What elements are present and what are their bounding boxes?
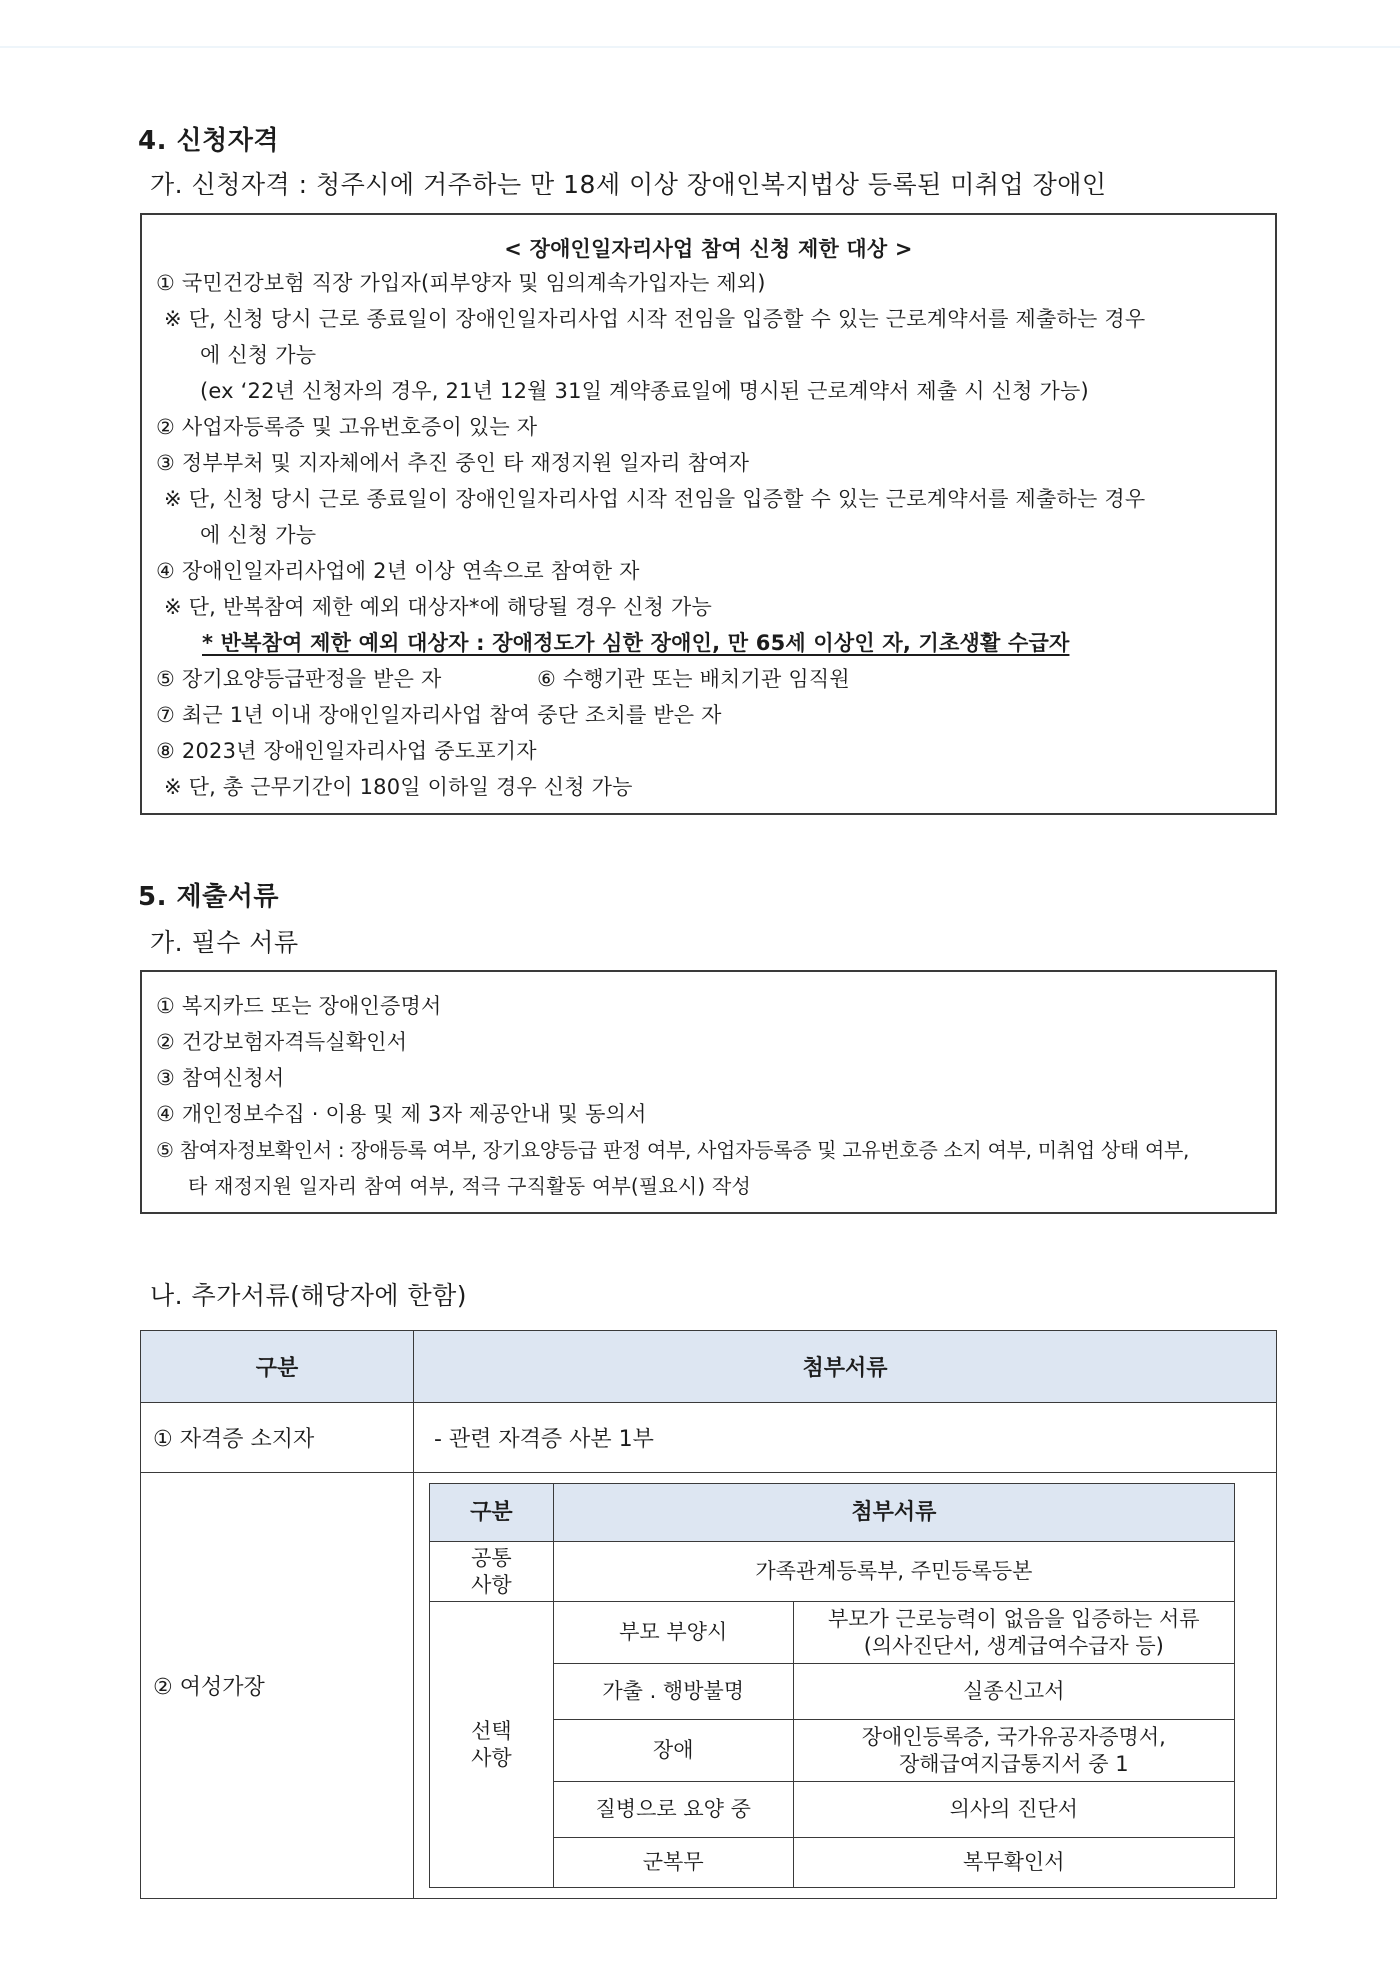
required-doc: ③ 참여신청서 xyxy=(156,1066,285,1090)
subtable-header-category: 구분 xyxy=(430,1484,554,1542)
restriction-box xyxy=(140,213,1277,815)
restriction-item: ⑦ 최근 1년 이내 장애인일자리사업 참여 중단 조치를 받은 자 xyxy=(156,703,722,727)
restriction-item: ③ 정부부처 및 지자체에서 추진 중인 타 재정지원 일자리 참여자 xyxy=(156,451,750,475)
section-5-title: 5. 제출서류 xyxy=(138,882,279,912)
common-label: 공통 사항 xyxy=(430,1542,554,1602)
required-doc: ④ 개인정보수집 · 이용 및 제 3자 제공안내 및 동의서 xyxy=(156,1102,647,1126)
restriction-item: ④ 장애인일자리사업에 2년 이상 연속으로 참여한 자 xyxy=(156,559,640,583)
select-docs: 복무확인서 xyxy=(793,1838,1234,1888)
select-type: 군복무 xyxy=(553,1838,793,1888)
select-docs: 장애인등록증, 국가유공자증명서, 장해급여지급통지서 중 1 xyxy=(793,1720,1234,1782)
required-doc: ② 건강보험자격득실확인서 xyxy=(156,1030,408,1054)
restriction-note: ※ 단, 총 근무기간이 180일 이하일 경우 신청 가능 xyxy=(164,775,633,799)
restriction-note-cont: 에 신청 가능 xyxy=(200,343,317,367)
common-docs: 가족관계등록부, 주민등록등본 xyxy=(553,1542,1234,1602)
restriction-item: ⑧ 2023년 장애인일자리사업 중도포기자 xyxy=(156,739,537,763)
required-doc-cont: 타 재정지원 일자리 참여 여부, 적극 구직활동 여부(필요시) 작성 xyxy=(188,1174,752,1198)
exception-note: * 반복참여 제한 예외 대상자 : 장애정도가 심한 장애인, 만 65세 이상인 자, 기초생활 수급자 xyxy=(202,631,1070,655)
table-row xyxy=(141,1473,1277,1899)
top-rule xyxy=(0,46,1400,48)
row-label-certificate: ① 자격증 소지자 xyxy=(141,1403,414,1473)
required-doc: ⑤ 참여자정보확인서 : 장애등록 여부, 장기요양등급 판정 여부, 사업자등록증 및 고유번호증 소지 여부, 미취업 상태 여부, xyxy=(156,1138,1190,1162)
required-doc: ① 복지카드 또는 장애인증명서 xyxy=(156,994,442,1018)
table-header-docs: 첨부서류 xyxy=(414,1331,1277,1403)
required-docs-heading: 가. 필수 서류 xyxy=(150,928,299,957)
additional-docs-heading: 나. 추가서류(해당자에 한함) xyxy=(150,1281,467,1310)
restriction-heading: < 장애인일자리사업 참여 신청 제한 대상 > xyxy=(504,237,913,261)
select-docs: 의사의 진단서 xyxy=(793,1782,1234,1838)
restriction-item: ② 사업자등록증 및 고유번호증이 있는 자 xyxy=(156,415,538,439)
subtable-header-docs: 첨부서류 xyxy=(553,1484,1234,1542)
female-head-subtable xyxy=(429,1483,1235,1888)
table-row xyxy=(141,1403,1277,1473)
required-docs-box xyxy=(140,970,1277,1214)
select-docs: 부모가 근로능력이 없음을 입증하는 서류 (의사진단서, 생계급여수급자 등) xyxy=(793,1602,1234,1664)
restriction-note: ※ 단, 신청 당시 근로 종료일이 장애인일자리사업 시작 전임을 입증할 수 있는 근로계약서를 제출하는 경우 xyxy=(164,487,1146,511)
additional-docs-table xyxy=(140,1330,1277,1899)
select-label: 선택 사항 xyxy=(430,1602,554,1888)
restriction-example: (ex ‘22년 신청자의 경우, 21년 12월 31일 계약종료일에 명시된 근로계약서 제출 시 신청 가능) xyxy=(200,379,1089,403)
restriction-item: ⑥ 수행기관 또는 배치기관 임직원 xyxy=(537,667,850,691)
select-docs: 실종신고서 xyxy=(793,1664,1234,1720)
row-label-female-head: ② 여성가장 xyxy=(141,1473,414,1899)
restriction-note: ※ 단, 반복참여 제한 예외 대상자*에 해당될 경우 신청 가능 xyxy=(164,595,712,619)
select-type: 장애 xyxy=(553,1720,793,1782)
select-type: 부모 부양시 xyxy=(553,1602,793,1664)
restriction-item: ⑤ 장기요양등급판정을 받은 자 xyxy=(156,667,442,691)
table-header-category: 구분 xyxy=(141,1331,414,1403)
select-type: 가출 . 행방불명 xyxy=(553,1664,793,1720)
restriction-note-cont: 에 신청 가능 xyxy=(200,523,317,547)
restriction-item: ① 국민건강보험 직장 가입자(피부양자 및 임의계속가입자는 제외) xyxy=(156,271,766,295)
select-type: 질병으로 요양 중 xyxy=(553,1782,793,1838)
restriction-note: ※ 단, 신청 당시 근로 종료일이 장애인일자리사업 시작 전임을 입증할 수 있는 근로계약서를 제출하는 경우 xyxy=(164,307,1146,331)
section-4-eligibility: 가. 신청자격 : 청주시에 거주하는 만 18세 이상 장애인복지법상 등록된 미취업 장애인 xyxy=(150,170,1107,199)
row-value-certificate: - 관련 자격증 사본 1부 xyxy=(414,1403,1277,1473)
section-4-title: 4. 신청자격 xyxy=(138,126,279,156)
